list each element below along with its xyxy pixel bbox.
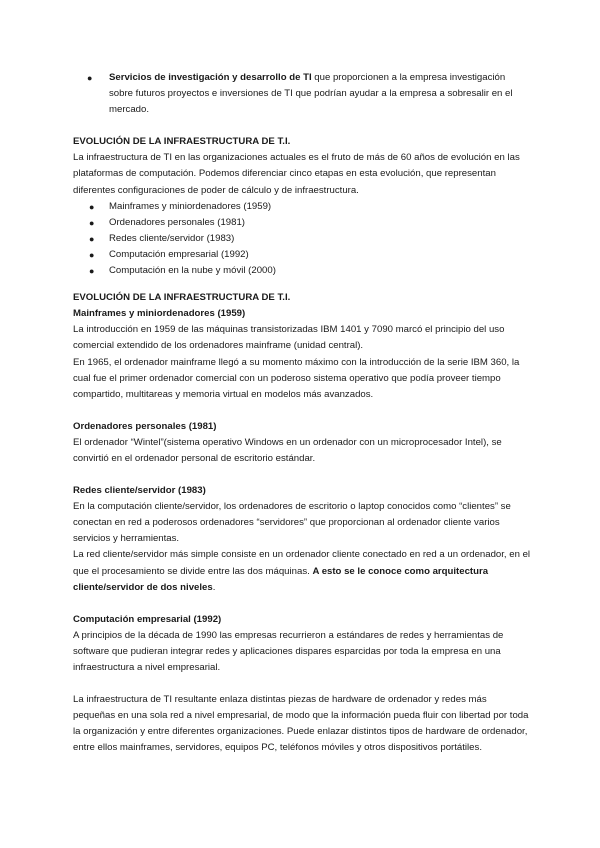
subsection-title: Computación empresarial (1992): [73, 613, 222, 625]
list-item-text: Ordenadores personales (1981): [109, 216, 245, 228]
bullet-icon: ●: [87, 73, 93, 83]
paragraph-end: .: [212, 581, 216, 593]
paragraph: En 1965, el ordenador mainframe llegó a su momento máximo con la introducción de la serie IBM 360, la cual fue el primer ordenador comercial con un poderoso sistema operativo que podía proveer tiempo compartido, multitareas y memoria virtual en modelos más avanzados.: [73, 356, 520, 400]
intro-bullet-list: [73, 70, 531, 118]
subsection-title: Ordenadores personales (1981): [73, 420, 217, 432]
paragraph: En la computación cliente/servidor, los ordenadores de escritorio o laptop conocidos como “clientes” se conectan en red a poderosos ordenadores “servidores” que proporcionan al ordenador cliente varios servicios y herramientas.: [73, 501, 511, 545]
paragraph: [73, 547, 531, 595]
subsection-title: Redes cliente/servidor (1983): [73, 485, 206, 497]
list-item-text: Redes cliente/servidor (1983): [109, 232, 235, 244]
bullet-icon: ●: [89, 201, 95, 212]
paragraph: La infraestructura de TI resultante enlaza distintas piezas de hardware de ordenador y redes más pequeñas en una sola red a nivel empresarial, de modo que la información pueda fluir con libertad por toda la organización y entre diferentes organizaciones. Puede enlazar distintos tipos de hardware de ordenador, entre ellos mainframes, servidores, equipos PC, teléfonos móviles y otros dispositivos portátiles.: [73, 694, 529, 754]
document-page: [73, 70, 531, 756]
paragraph: La infraestructura de TI en las organizaciones actuales es el fruto de más de 60 años de evolución en las plataformas de computación. Podemos diferenciar cinco etapas en esta evolución, que representan diferentes configuraciones de poder de cálculo y de infraestructura.: [73, 152, 520, 196]
bullet-icon: ●: [89, 249, 95, 260]
paragraph: La introducción en 1959 de las máquinas transistorizadas IBM 1401 y 7090 marcó el principio del uso comercial extendido de los ordenadores mainframe (unidad central).: [73, 324, 505, 352]
bullet-icon: ●: [89, 233, 95, 244]
list-item: [73, 263, 531, 279]
section-heading: EVOLUCIÓN DE LA INFRAESTRUCTURA DE T.I.: [73, 136, 291, 148]
list-item: [73, 215, 531, 231]
bullet-text: que proporcionen a la empresa investigación sobre futuros proyectos e inversiones de TI que podrían ayudar a la empresa a sobresalir en el mercado.: [109, 72, 513, 116]
paragraph: El ordenador “Wintel”(sistema operativo Windows en un ordenador con un microprocesador Intel), se convirtió en el ordenador personal de escritorio estándar.: [73, 436, 502, 464]
bullet-icon: ●: [89, 217, 95, 228]
stages-list: [73, 199, 531, 279]
bullet-icon: ●: [89, 266, 95, 277]
list-item: [73, 70, 531, 118]
section-heading: EVOLUCIÓN DE LA INFRAESTRUCTURA DE T.I.: [73, 292, 291, 304]
bullet-bold-text: Servicios de investigación y desarrollo de TI: [109, 72, 312, 83]
list-item: [73, 199, 531, 215]
list-item-text: Mainframes y miniordenadores (1959): [109, 200, 272, 212]
paragraph: A principios de la década de 1990 las empresas recurrieron a estándares de redes y herramientas de software que pudieran integrar redes y aplicaciones dispares esparcidas por toda la empresa en una infraestructura a nivel empresarial.: [73, 629, 504, 673]
paragraph-text: La red cliente/servidor más simple consiste en un ordenador cliente conectado en red a un ordenador, en el que el procesamiento se divide entre las dos máquinas.: [73, 549, 531, 577]
list-item-text: Computación en la nube y móvil (2000): [109, 265, 276, 277]
list-item: [73, 247, 531, 263]
paragraph-bold-text: A esto se le conoce como arquitectura cliente/servidor de dos niveles: [73, 565, 489, 593]
subsection-title: Mainframes y miniordenadores (1959): [73, 308, 246, 320]
list-item-text: Computación empresarial (1992): [109, 248, 249, 260]
list-item: [73, 231, 531, 247]
